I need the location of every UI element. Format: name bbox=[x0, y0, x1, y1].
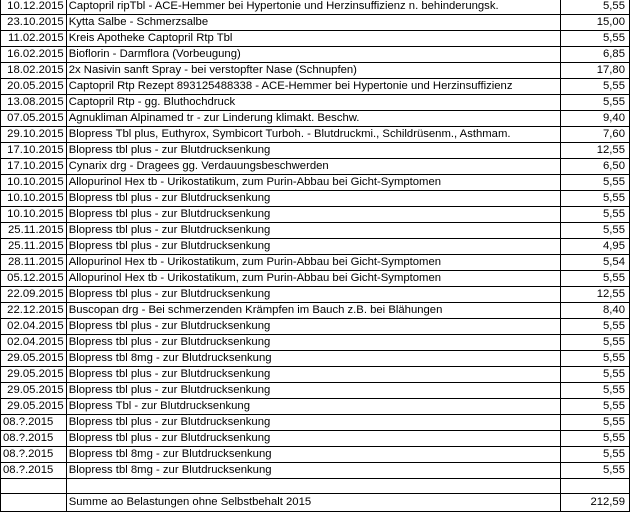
date-cell[interactable]: 22.12.2015 bbox=[1, 303, 67, 319]
empty-date-cell[interactable] bbox=[1, 479, 67, 494]
date-cell[interactable]: 25.11.2015 bbox=[1, 239, 67, 255]
description-cell[interactable]: Agnukliman Alpinamed tr - zur Linderung klimakt. Beschw. bbox=[66, 111, 560, 127]
table-row bbox=[1, 111, 630, 127]
description-cell[interactable]: Buscopan drg - Bei schmerzenden Krämpfen im Bauch z.B. bei Blähungen bbox=[66, 303, 560, 319]
table-row bbox=[1, 383, 630, 399]
description-cell[interactable]: Allopurinol Hex tb - Urikostatikum, zum Purin-Abbau bei Gicht-Symptomen bbox=[66, 175, 560, 191]
amount-cell[interactable]: 5,54 bbox=[560, 255, 629, 271]
date-cell[interactable]: 23.10.2015 bbox=[1, 15, 67, 31]
amount-cell[interactable]: 6,85 bbox=[560, 47, 629, 63]
amount-cell[interactable]: 5,55 bbox=[560, 431, 629, 447]
description-cell[interactable]: Captopril Rtp Rezept 893125488338 - ACE-Hemmer bei Hypertonie und Herzinsuffizienz bbox=[66, 79, 560, 95]
description-cell[interactable]: Allopurinol Hex tb - Urikostatikum, zum Purin-Abbau bei Gicht-Symptomen bbox=[66, 271, 560, 287]
table-row bbox=[1, 271, 630, 287]
description-cell[interactable]: Blopress Tbl plus, Euthyrox, Symbicort Turboh. - Blutdruckmi., Schildrüsenm., Asthmam. bbox=[66, 127, 560, 143]
table-row bbox=[1, 15, 630, 31]
total-amount[interactable]: 212,59 bbox=[560, 494, 629, 512]
amount-cell[interactable]: 7,60 bbox=[560, 127, 629, 143]
description-cell[interactable]: 2x Nasivin sanft Spray - bei verstopfter Nase (Schnupfen) bbox=[66, 63, 560, 79]
amount-cell[interactable]: 5,55 bbox=[560, 351, 629, 367]
table-row bbox=[1, 431, 630, 447]
amount-cell[interactable]: 5,55 bbox=[560, 0, 629, 15]
table-row bbox=[1, 367, 630, 383]
amount-cell[interactable]: 5,55 bbox=[560, 207, 629, 223]
date-cell[interactable]: 16.02.2015 bbox=[1, 47, 67, 63]
date-cell[interactable]: 10.10.2015 bbox=[1, 175, 67, 191]
date-cell[interactable]: 20.05.2015 bbox=[1, 79, 67, 95]
description-cell[interactable]: Blopress tbl plus - zur Blutdrucksenkung bbox=[66, 287, 560, 303]
description-cell[interactable]: Captopril ripTbl - ACE-Hemmer bei Hypertonie und Herzinsuffizienz n. behinderungsk. bbox=[66, 0, 560, 15]
expense-table-body bbox=[1, 0, 630, 512]
table-row bbox=[1, 351, 630, 367]
date-cell[interactable]: 11.02.2015 bbox=[1, 31, 67, 47]
description-cell[interactable]: Blopress tbl plus - zur Blutdrucksenkung bbox=[66, 143, 560, 159]
table-row bbox=[1, 175, 630, 191]
amount-cell[interactable]: 5,55 bbox=[560, 271, 629, 287]
date-cell[interactable]: 02.04.2015 bbox=[1, 335, 67, 351]
date-cell[interactable]: 08.?.2015 bbox=[1, 431, 67, 447]
date-cell[interactable]: 22.09.2015 bbox=[1, 287, 67, 303]
date-cell[interactable]: 29.10.2015 bbox=[1, 127, 67, 143]
amount-cell[interactable]: 8,40 bbox=[560, 303, 629, 319]
date-cell[interactable]: 29.05.2015 bbox=[1, 367, 67, 383]
description-cell[interactable]: Cynarix drg - Dragees gg. Verdauungsbeschwerden bbox=[66, 159, 560, 175]
amount-cell[interactable]: 4,95 bbox=[560, 239, 629, 255]
amount-cell[interactable]: 9,40 bbox=[560, 111, 629, 127]
amount-cell[interactable]: 5,55 bbox=[560, 399, 629, 415]
date-cell[interactable]: 29.05.2015 bbox=[1, 399, 67, 415]
table-row bbox=[1, 79, 630, 95]
total-date-cell[interactable] bbox=[1, 494, 67, 512]
table-row bbox=[1, 399, 630, 415]
table-row bbox=[1, 239, 630, 255]
date-cell[interactable]: 10.10.2015 bbox=[1, 191, 67, 207]
amount-cell[interactable]: 5,55 bbox=[560, 447, 629, 463]
date-cell[interactable]: 29.05.2015 bbox=[1, 351, 67, 367]
total-row bbox=[1, 494, 630, 512]
table-row bbox=[1, 31, 630, 47]
description-cell[interactable]: Kreis Apotheke Captopril Rtp Tbl bbox=[66, 31, 560, 47]
amount-cell[interactable]: 5,55 bbox=[560, 79, 629, 95]
date-cell[interactable]: 17.10.2015 bbox=[1, 143, 67, 159]
amount-cell[interactable]: 17,80 bbox=[560, 63, 629, 79]
table-row bbox=[1, 335, 630, 351]
total-label[interactable]: Summe ao Belastungen ohne Selbstbehalt 2015 bbox=[66, 494, 560, 512]
description-cell[interactable]: Blopress tbl plus - zur Blutdrucksenkung bbox=[66, 415, 560, 431]
date-cell[interactable]: 10.10.2015 bbox=[1, 207, 67, 223]
date-cell[interactable]: 25.11.2015 bbox=[1, 223, 67, 239]
description-cell[interactable]: Blopress tbl plus - zur Blutdrucksenkung bbox=[66, 431, 560, 447]
table-row bbox=[1, 303, 630, 319]
date-cell[interactable]: 29.05.2015 bbox=[1, 383, 67, 399]
description-cell[interactable]: Kytta Salbe - Schmerzsalbe bbox=[66, 15, 560, 31]
amount-cell[interactable]: 12,55 bbox=[560, 143, 629, 159]
description-cell[interactable]: Blopress tbl plus - zur Blutdrucksenkung bbox=[66, 223, 560, 239]
empty-amount-cell[interactable] bbox=[560, 479, 629, 494]
table-row bbox=[1, 415, 630, 431]
description-cell[interactable]: Allopurinol Hex tb - Urikostatikum, zum Purin-Abbau bei Gicht-Symptomen bbox=[66, 255, 560, 271]
description-cell[interactable]: Blopress tbl plus - zur Blutdrucksenkung bbox=[66, 239, 560, 255]
table-row bbox=[1, 47, 630, 63]
amount-cell[interactable]: 5,55 bbox=[560, 31, 629, 47]
amount-cell[interactable]: 5,55 bbox=[560, 95, 629, 111]
date-cell[interactable]: 10.12.2015 bbox=[1, 0, 67, 15]
description-cell[interactable]: Blopress tbl plus - zur Blutdrucksenkung bbox=[66, 367, 560, 383]
description-cell[interactable]: Blopress tbl plus - zur Blutdrucksenkung bbox=[66, 207, 560, 223]
amount-cell[interactable]: 5,55 bbox=[560, 191, 629, 207]
table-row bbox=[1, 287, 630, 303]
description-cell[interactable]: Blopress Tbl - zur Blutdrucksenkung bbox=[66, 399, 560, 415]
description-cell[interactable]: Blopress tbl plus - zur Blutdrucksenkung bbox=[66, 335, 560, 351]
amount-cell[interactable]: 15,00 bbox=[560, 15, 629, 31]
amount-cell[interactable]: 5,55 bbox=[560, 415, 629, 431]
table-row bbox=[1, 223, 630, 239]
description-cell[interactable]: Blopress tbl 8mg - zur Blutdrucksenkung bbox=[66, 463, 560, 479]
description-cell[interactable]: Blopress tbl 8mg - zur Blutdrucksenkung bbox=[66, 447, 560, 463]
table-row bbox=[1, 0, 630, 15]
date-cell[interactable]: 08.?.2015 bbox=[1, 463, 67, 479]
description-cell[interactable]: Bioflorin - Darmflora (Vorbeugung) bbox=[66, 47, 560, 63]
amount-cell[interactable]: 6,50 bbox=[560, 159, 629, 175]
table-row bbox=[1, 159, 630, 175]
table-row bbox=[1, 463, 630, 479]
description-cell[interactable]: Blopress tbl plus - zur Blutdrucksenkung bbox=[66, 383, 560, 399]
date-cell[interactable]: 02.04.2015 bbox=[1, 319, 67, 335]
date-cell[interactable]: 08.?.2015 bbox=[1, 415, 67, 431]
empty-row bbox=[1, 479, 630, 494]
date-cell[interactable]: 13.08.2015 bbox=[1, 95, 67, 111]
amount-cell[interactable]: 5,55 bbox=[560, 335, 629, 351]
date-cell[interactable]: 07.05.2015 bbox=[1, 111, 67, 127]
table-row bbox=[1, 207, 630, 223]
amount-cell[interactable]: 5,55 bbox=[560, 367, 629, 383]
amount-cell[interactable]: 5,55 bbox=[560, 223, 629, 239]
amount-cell[interactable]: 5,55 bbox=[560, 463, 629, 479]
amount-cell[interactable]: 5,55 bbox=[560, 383, 629, 399]
date-cell[interactable]: 18.02.2015 bbox=[1, 63, 67, 79]
date-cell[interactable]: 28.11.2015 bbox=[1, 255, 67, 271]
amount-cell[interactable]: 5,55 bbox=[560, 319, 629, 335]
description-cell[interactable]: Captopril Rtp - gg. Bluthochdruck bbox=[66, 95, 560, 111]
empty-desc-cell[interactable] bbox=[66, 479, 560, 494]
date-cell[interactable]: 05.12.2015 bbox=[1, 271, 67, 287]
table-row bbox=[1, 191, 630, 207]
table-row bbox=[1, 319, 630, 335]
amount-cell[interactable]: 12,55 bbox=[560, 287, 629, 303]
table-row bbox=[1, 63, 630, 79]
table-row bbox=[1, 127, 630, 143]
date-cell[interactable]: 08.?.2015 bbox=[1, 447, 67, 463]
description-cell[interactable]: Blopress tbl plus - zur Blutdrucksenkung bbox=[66, 191, 560, 207]
table-row bbox=[1, 255, 630, 271]
description-cell[interactable]: Blopress tbl plus - zur Blutdrucksenkung bbox=[66, 319, 560, 335]
table-row bbox=[1, 447, 630, 463]
amount-cell[interactable]: 5,55 bbox=[560, 175, 629, 191]
description-cell[interactable]: Blopress tbl 8mg - zur Blutdrucksenkung bbox=[66, 351, 560, 367]
table-row bbox=[1, 143, 630, 159]
date-cell[interactable]: 17.10.2015 bbox=[1, 159, 67, 175]
table-row bbox=[1, 95, 630, 111]
